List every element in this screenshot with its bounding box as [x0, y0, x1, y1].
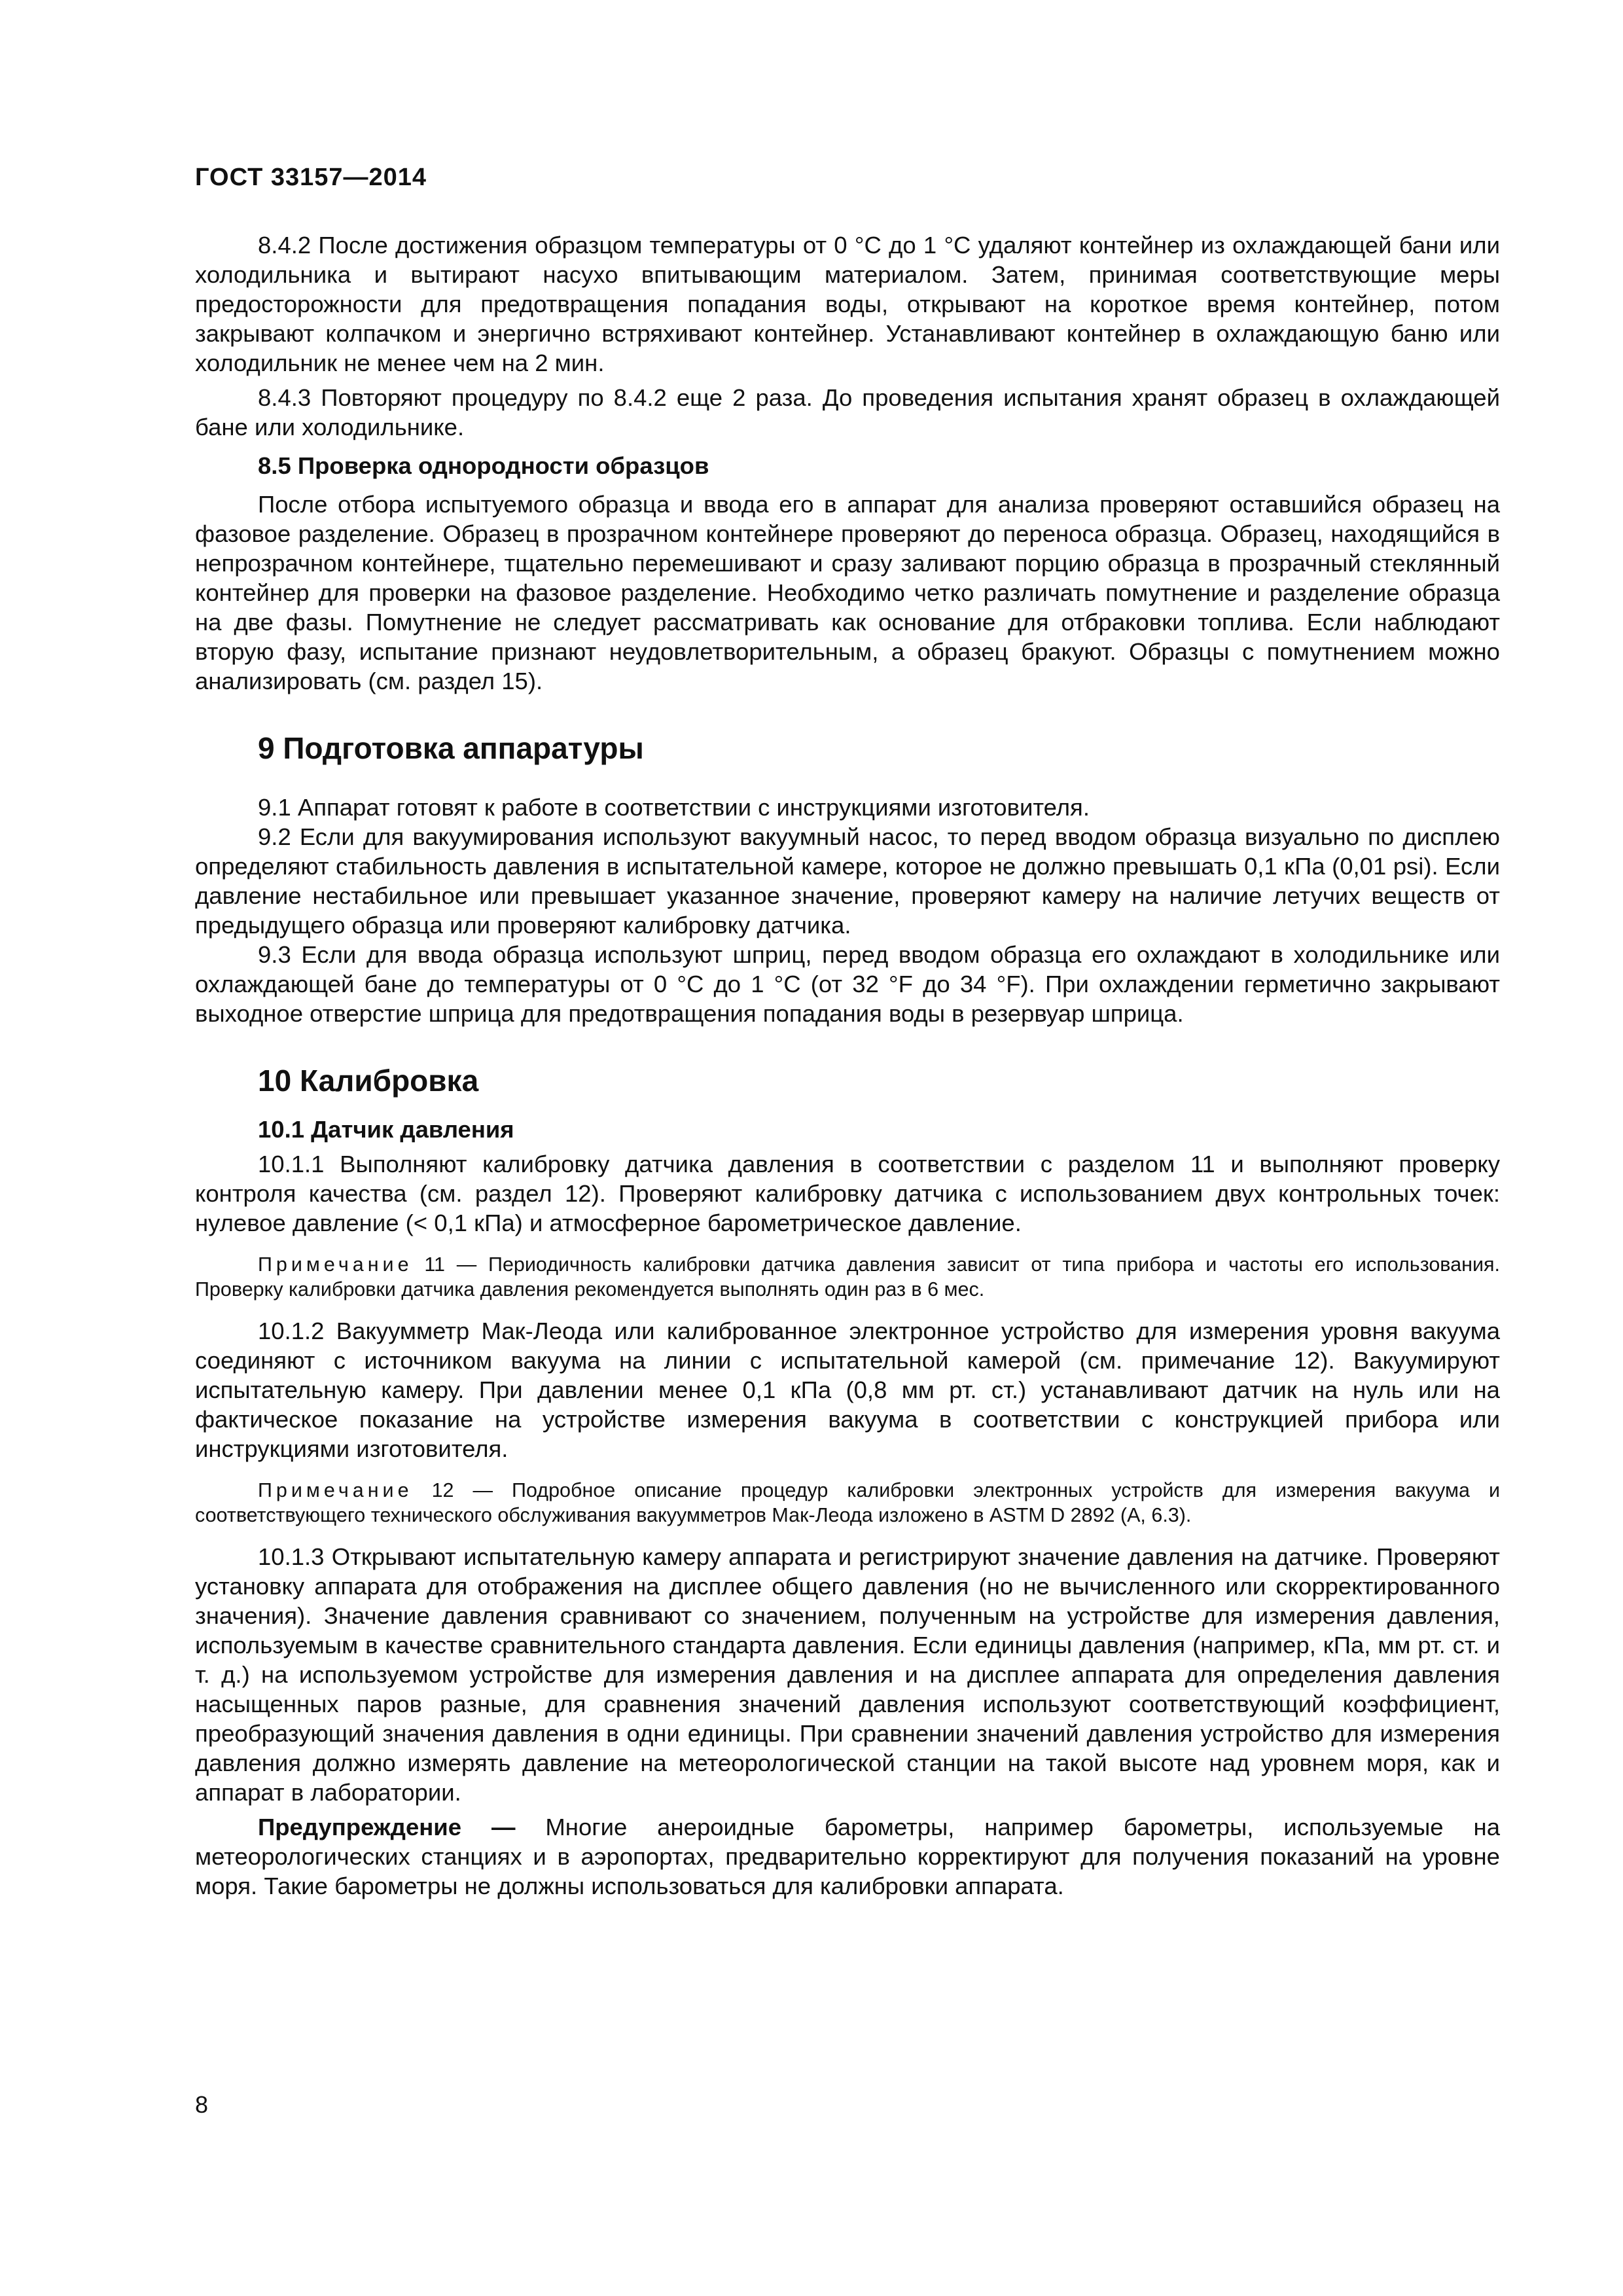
paragraph-8-5: После отбора испытуемого образца и ввода его в аппарат для анализа проверяют оставшийся образец на фазовое разделение. Образец в прозрачном контейнере проверяют до переноса образца. Образец, находящийся в непрозрачном контейнере, тщательно перемешивают и сразу заливают порцию образца в прозрачный стеклянный контейнер для проверки на фазовое разделение. Необходимо четко различать помутнение и разделение образца на две фазы. Помутнение не следует рассматривать как основание для отбраковки топлива. Если наблюдают вторую фазу, испытание признают неудовлетворительным, а образец бракуют. Образцы с помутнением можно анализировать (см. раздел 15).	[195, 491, 1500, 694]
document-header: ГОСТ 33157—2014	[195, 164, 427, 191]
paragraph-8-4-3: 8.4.3 Повторяют процедуру по 8.4.2 еще 2 раза. До проведения испытания хранят образец в охлаждающей бане или холодильнике.	[195, 384, 1500, 440]
paragraph-9-2: 9.2 Если для вакуумирования используют вакуумный насос, то перед вводом образца визуально по дисплею определяют стабильность давления в испытательной камере, которое не должно превышать 0,1 кПа (0,01 psi). Если давление нестабильное или превышает указанное значение, проверяют камеру на наличие летучих веществ от предыдущего образца или проверяют калибровку датчика.	[195, 823, 1500, 939]
note-12	[195, 1478, 1500, 1528]
warning-text: Многие анероидные барометры, например барометры, используемые на метеорологических станциях и в аэропортах, предварительно корректируют для получения показаний на уровне моря. Такие барометры не должны использоваться для калибровки аппарата.	[195, 1814, 1500, 1899]
paragraph-10-1-1: 10.1.1 Выполняют калибровку датчика давления в соответствии с разделом 11 и выполняют проверку контроля качества (см. раздел 12). Проверяют калибровку датчика с использованием двух контрольных точек: нулевое давление (< 0,1 кПа) и атмосферное барометрическое давление.	[195, 1151, 1500, 1236]
note-11	[195, 1252, 1500, 1302]
paragraph-10-1-2: 10.1.2 Вакуумметр Мак-Леода или калиброванное электронное устройство для измерения уровня вакуума соединяют с источником вакуума на линии с испытательной камерой (см. примечание 12). Вакуумируют испытательную камеру. При давлении менее 0,1 кПа (0,8 мм рт. ст.) устанавливают датчик на нуль или на фактическое показание на устройстве измерения вакуума в соответствии с конструкцией прибора или инструкциями изготовителя.	[195, 1318, 1500, 1462]
note-12-text: 12 — Подробное описание процедур калибровки электронных устройств для измерения вакуума и соответствующего технического обслуживания вакуумметров Мак-Леода изложено в ASTM D 2892 (А, 6.3).	[195, 1479, 1500, 1526]
note-11-label: Примечание	[258, 1253, 413, 1276]
section-heading-10: 10 Калибровка	[258, 1064, 479, 1098]
note-12-label: Примечание	[258, 1479, 413, 1501]
paragraph-9-3: 9.3 Если для ввода образца используют шприц, перед вводом образца его охлаждают в холодильнике или охлаждающей бане до температуры от 0 °С до 1 °С (от 32 °F до 34 °F). При охлаждении герметично закрывают выходное отверстие шприца для предотвращения попадания воды в резервуар шприца.	[195, 941, 1500, 1027]
paragraph-9-1: 9.1 Аппарат готовят к работе в соответствии с инструкциями изготовителя.	[258, 794, 1090, 821]
paragraph-8-4-2: 8.4.2 После достижения образцом температуры от 0 °С до 1 °С удаляют контейнер из охлаждающей бани или холодильника и вытирают насухо впитывающим материалом. Затем, принимая соответствующие меры предосторожности для предотвращения попадания воды, открывают на короткое время контейнер, потом закрывают колпачком и энергично встряхивают контейнер. Устанавливают контейнер в охлаждающую баню или холодильник не менее чем на 2 мин.	[195, 232, 1500, 376]
note-11-text: 11 — Периодичность калибровки датчика давления зависит от типа прибора и частоты его использования. Проверку калибровки датчика давления рекомендуется выполнять один раз в 6 мес.	[195, 1253, 1500, 1300]
warning-paragraph	[195, 1812, 1500, 1901]
section-heading-9: 9 Подготовка аппаратуры	[258, 731, 644, 765]
heading-10-1: 10.1 Датчик давления	[258, 1116, 514, 1143]
heading-8-5: 8.5 Проверка однородности образцов	[258, 452, 709, 479]
document-body	[195, 230, 1500, 1901]
warning-label: Предупреждение —	[258, 1814, 516, 1840]
paragraph-10-1-3: 10.1.3 Открывают испытательную камеру аппарата и регистрируют значение давления на датчике. Проверяют установку аппарата для отображения на дисплее общего давления (но не вычисленного или скорректированного значения). Значение давления сравнивают со значением, полученным на устройстве для измерения давления, используемым в качестве сравнительного стандарта давления. Если единицы давления (например, кПа, мм рт. ст. и т. д.) на используемом устройстве для измерения давления и на дисплее аппарата для определения давления насыщенных паров разные, для сравнения значений давления используют соответствующий коэффициент, преобразующий значения давления в одни единицы. При сравнении значений давления устройство для измерения давления должно измерять давление на метеорологической станции на такой высоте над уровнем моря, как и аппарат в лаборатории.	[195, 1543, 1500, 1806]
page-number: 8	[195, 2091, 209, 2118]
